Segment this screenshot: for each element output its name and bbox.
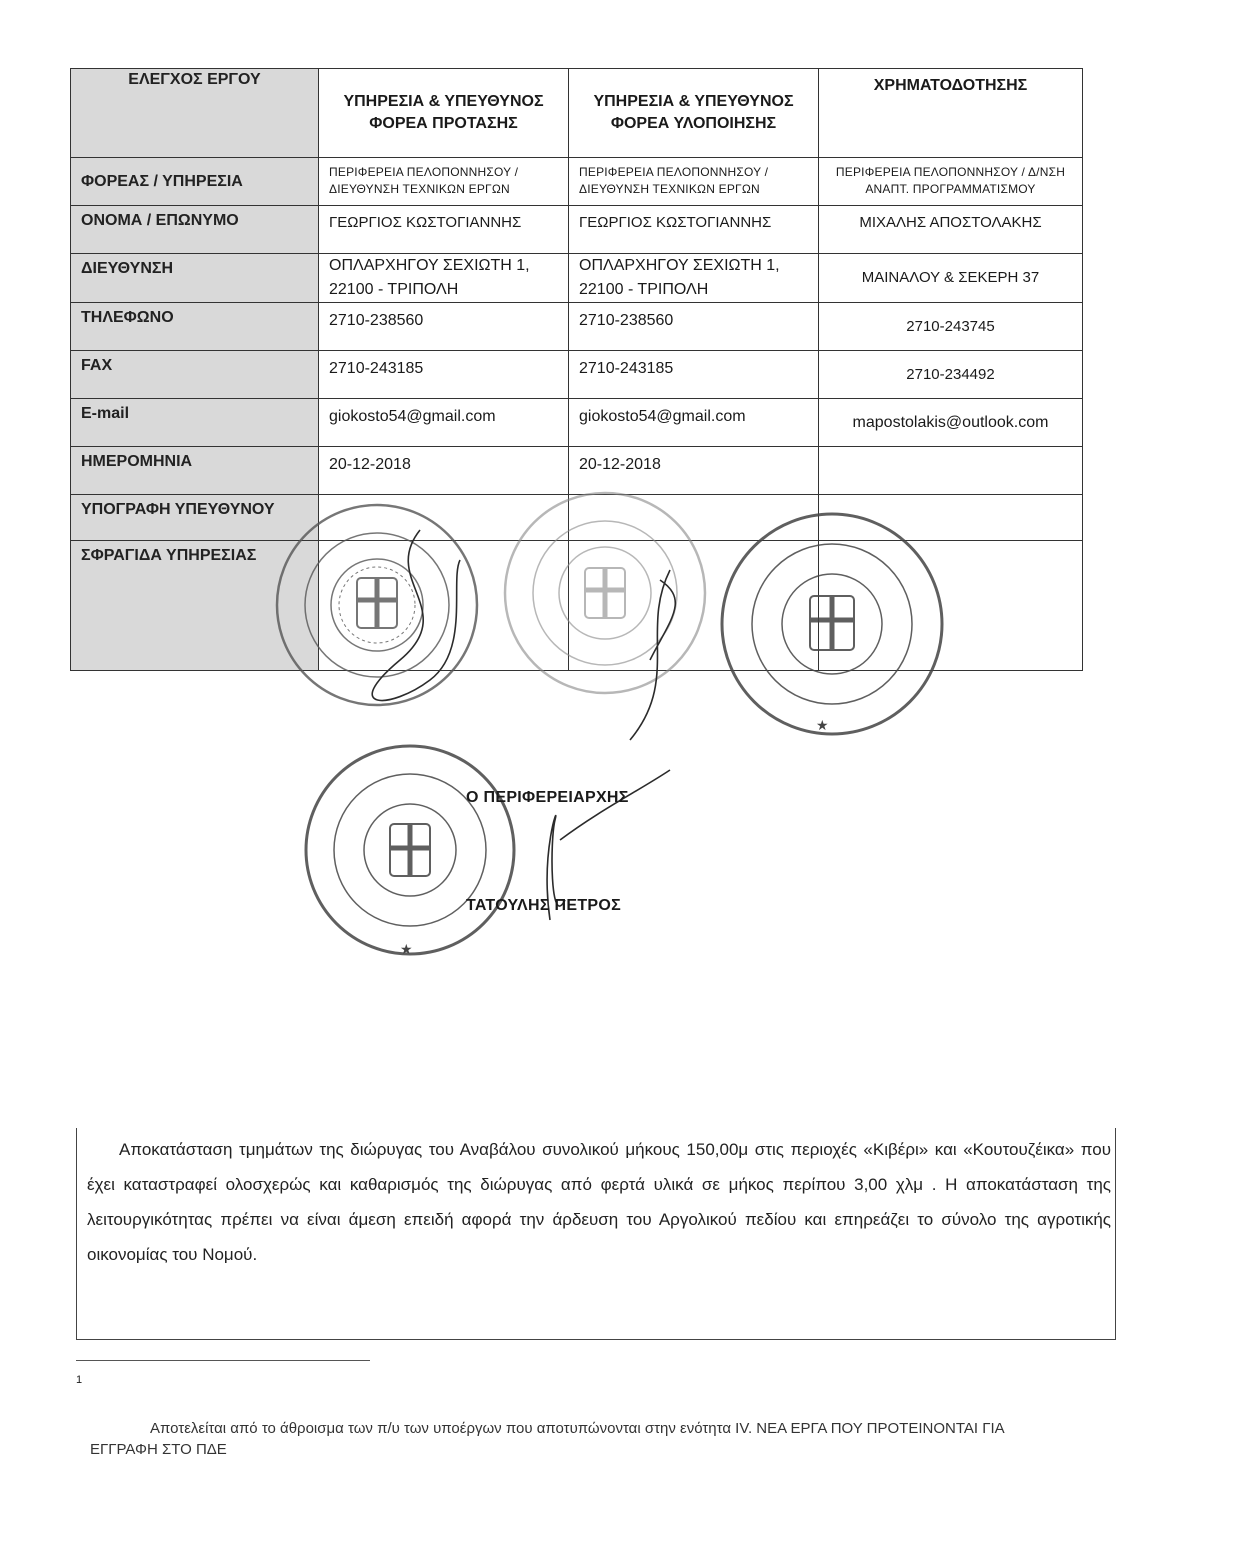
project-control-table — [70, 68, 1083, 671]
cell-agency-proposal: ΠΕΡΙΦΕΡΕΙΑ ΠΕΛΟΠΟΝΝΗΣΟΥ / ΔΙΕΥΘΥΝΣΗ ΤΕΧΝΙΚΩΝ ΕΡΓΩΝ — [319, 158, 569, 206]
cell-fax-implementation: 2710-243185 — [569, 351, 819, 399]
cell-phone-implementation: 2710-238560 — [569, 303, 819, 351]
address-line-1: ΟΠΛΑΡΧΗΓΟΥ ΣΕΧΙΩΤΗ 1, — [329, 257, 530, 274]
cell-email-implementation: giokosto54@gmail.com — [569, 399, 819, 447]
cell-date-proposal: 20-12-2018 — [319, 447, 569, 495]
table-row-signature — [71, 495, 1083, 541]
header-funding: ΧΡΗΜΑΤΟΔΟΤΗΣΗΣ — [819, 69, 1083, 158]
cell-seal-proposal — [319, 541, 569, 671]
footnote-text: Αποτελείται από το άθροισμα των π/υ των υποέργων που αποτυπώνονται στην ενότητα IV. ΝΕΑ ΕΡΓΑ ΠΟΥ ΠΡΟΤΕΙΝΟΝΤΑΙ ΓΙΑ ΕΓΓΡΑΦΗ ΣΤΟ ΠΔΕ — [90, 1420, 1004, 1458]
header-project-control: ΕΛΕΓΧΟΣ ΕΡΓΟΥ — [71, 69, 319, 158]
cell-address-implementation — [569, 254, 819, 303]
cell-date-funding — [819, 447, 1083, 495]
cell-address-proposal — [319, 254, 569, 303]
cell-seal-implementation — [569, 541, 819, 671]
cell-phone-proposal: 2710-238560 — [319, 303, 569, 351]
table-row-phone — [71, 303, 1083, 351]
header-implementation-agency: ΥΠΗΡΕΣΙΑ & ΥΠΕΥΘΥΝΟΣ ΦΟΡΕΑ ΥΛΟΠΟΙΗΣΗΣ — [569, 69, 819, 158]
cell-fax-proposal: 2710-243185 — [319, 351, 569, 399]
cell-phone-funding: 2710-243745 — [819, 303, 1083, 351]
signatory-title: Ο ΠΕΡΙΦΕΡΕΙΑΡΧΗΣ — [466, 789, 629, 806]
table-row-address — [71, 254, 1083, 303]
cell-signature-funding — [819, 495, 1083, 541]
cell-name-implementation: ΓΕΩΡΓΙΟΣ ΚΩΣΤΟΓΙΑΝΝΗΣ — [569, 206, 819, 254]
row-label-seal: ΣΦΡΑΓΙΔΑ ΥΠΗΡΕΣΙΑΣ — [71, 541, 319, 671]
signatory-name: ΤΑΤΟΥΛΗΣ ΠΕΤΡΟΣ — [466, 897, 622, 914]
cell-agency-implementation: ΠΕΡΙΦΕΡΕΙΑ ΠΕΛΟΠΟΝΝΗΣΟΥ / ΔΙΕΥΘΥΝΣΗ ΤΕΧΝΙΚΩΝ ΕΡΓΩΝ — [569, 158, 819, 206]
svg-text:★: ★ — [400, 942, 413, 958]
seal-emblem-icon — [300, 740, 520, 962]
row-label-address: ΔΙΕΥΘΥΝΣΗ — [71, 254, 319, 303]
cell-signature-proposal — [319, 495, 569, 541]
header-proposal-agency: ΥΠΗΡΕΣΙΑ & ΥΠΕΥΘΥΝΟΣ ΦΟΡΕΑ ΠΡΟΤΑΣΗΣ — [319, 69, 569, 158]
table-row-seal — [71, 541, 1083, 671]
row-label-phone: ΤΗΛΕΦΩΝΟ — [71, 303, 319, 351]
cell-email-proposal: giokosto54@gmail.com — [319, 399, 569, 447]
row-label-email: E-mail — [71, 399, 319, 447]
address-line-2: 22100 - ΤΡΙΠΟΛΗ — [579, 281, 709, 298]
address-line-2: 22100 - ΤΡΙΠΟΛΗ — [329, 281, 459, 298]
project-description: Αποκατάσταση τμημάτων της διώρυγας του Αναβάλου συνολικού μήκους 150,00μ στις περιοχές «Κιβέρι» και «Κουτουζέικα» που έχει καταστραφεί ολοσχερώς και καθαρισμός της διώρυγας από φερτά υλικά σε μήκος περίπου 3,00 χλμ . Η αποκατάσταση της λειτουργικότητας πρέπει να είναι άμεση επειδή αφορά την άρδευση του Αργολικού πεδίου και επηρεάζει το σύνολο της αγροτικής οικονομίας του Νομού. — [87, 1140, 1111, 1264]
cell-fax-funding: 2710-234492 — [819, 351, 1083, 399]
row-label-date: ΗΜΕΡΟΜΗΝΙΑ — [71, 447, 319, 495]
project-description-box — [76, 1128, 1116, 1340]
table-row-date — [71, 447, 1083, 495]
cell-email-funding: mapostolakis@outlook.com — [819, 399, 1083, 447]
cell-date-implementation: 20-12-2018 — [569, 447, 819, 495]
row-label-agency: ΦΟΡΕΑΣ / ΥΠΗΡΕΣΙΑ — [71, 158, 319, 206]
table-row-email — [71, 399, 1083, 447]
address-line-1: ΟΠΛΑΡΧΗΓΟΥ ΣΕΧΙΩΤΗ 1, — [579, 257, 780, 274]
footnote-mark: 1 — [76, 1374, 83, 1386]
cell-name-proposal: ΓΕΩΡΓΙΟΣ ΚΩΣΤΟΓΙΑΝΝΗΣ — [319, 206, 569, 254]
footnote-divider — [76, 1360, 370, 1361]
row-label-signature: ΥΠΟΓΡΑΦΗ ΥΠΕΥΘΥΝΟΥ — [71, 495, 319, 541]
official-seal-4 — [300, 740, 520, 962]
table-row-name — [71, 206, 1083, 254]
row-label-name: ΟΝΟΜΑ / ΕΠΩΝΥΜΟ — [71, 206, 319, 254]
cell-address-funding: ΜΑΙΝΑΛΟΥ & ΣΕΚΕΡΗ 37 — [819, 254, 1083, 303]
row-label-fax: FAX — [71, 351, 319, 399]
svg-text:★: ★ — [816, 718, 829, 734]
cell-agency-funding: ΠΕΡΙΦΕΡΕΙΑ ΠΕΛΟΠΟΝΝΗΣΟΥ / Δ/ΝΣΗ ΑΝΑΠΤ. ΠΡΟΓΡΑΜΜΑΤΙΣΜΟΥ — [819, 158, 1083, 206]
cell-seal-funding — [819, 541, 1083, 671]
table-row-agency — [71, 158, 1083, 206]
table-row-fax — [71, 351, 1083, 399]
table-header-row — [71, 69, 1083, 158]
cell-name-funding: ΜΙΧΑΛΗΣ ΑΠΟΣΤΟΛΑΚΗΣ — [819, 206, 1083, 254]
cell-signature-implementation — [569, 495, 819, 541]
